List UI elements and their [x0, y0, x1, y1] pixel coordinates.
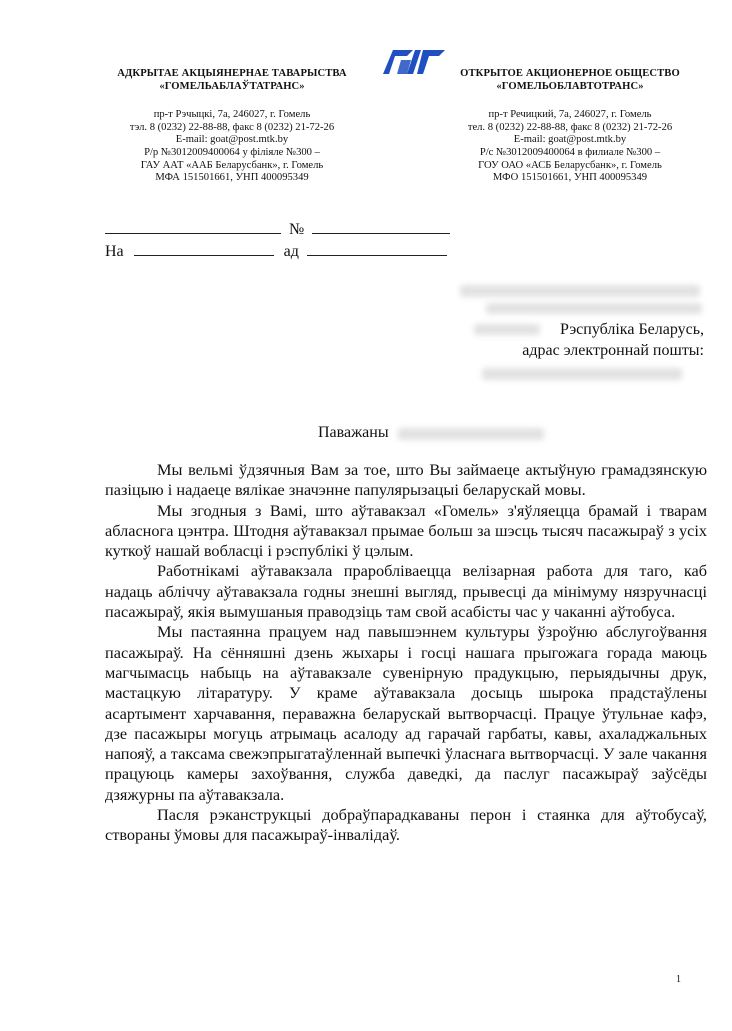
org-address-block	[410, 109, 730, 185]
greeting-text: Паважаны	[318, 424, 389, 441]
from-blank	[307, 240, 447, 256]
address-line: ГОУ ОАО «АСБ Беларусбанк», г. Гомель	[478, 159, 662, 171]
page-number: 1	[676, 974, 681, 985]
address-line: пр-т Речицкий, 7а, 246027, г. Гомель	[488, 109, 652, 121]
body-paragraph: Мы вельмі ўдзячныя Вам за тое, што Вы займаеце актыўную грамадзянскую пазіцыю і надаеце вялікае значэнне папулярызацыі беларускай мовы.	[105, 460, 707, 500]
redacted-text	[398, 428, 544, 440]
address-line: тэл. 8 (0232) 22-88-88, факс 8 (0232) 21-72-26	[129, 121, 335, 133]
letterhead-right	[410, 68, 730, 185]
org-name-line1: АДКРЫТАЕ АКЦЫЯНЕРНАЕ ТАВАРЫСТВА	[117, 68, 347, 79]
address-line: E-mail: goat@post.mtk.by	[175, 134, 289, 146]
from-label: ад	[283, 243, 299, 260]
address-line: Р/с №3012009400064 в филиале №300 –	[479, 146, 661, 158]
address-line: ГАУ ААТ «ААБ Беларусбанк», г. Гомель	[140, 159, 324, 171]
address-line: Р/р №3012009400064 у філіяле №300 –	[144, 146, 320, 158]
letter-body	[105, 460, 707, 846]
address-line: МФА 151501661, УНП 400095349	[155, 172, 309, 184]
addressee-email-label: адрас электроннай пошты:	[522, 342, 704, 359]
address-line: тел. 8 (0232) 22-88-88, факс 8 (0232) 21-72-26	[467, 121, 673, 133]
body-paragraph: Мы пастаянна працуем над павышэннем культуры ўзроўню абслугоўвання пасажыраў. На сённяшні дзень жыхары і госці нашага прыгожага горада маюць магчымасць набыць на аўтавакзале сувенірную прадукцыю, перыядычны друк, мастацкую літаратуру. У краме аўтавакзала досыць шырока прадстаўлены асартымент харчавання, пераважна беларускай вытворчасці. Працуе ўтульнае кафэ, дзе пасажыры могуць атрымаць асалоду ад гарачай гарбаты, кавы, ахаладжальных напояў, а таксама свежэпрыгатаўленнай выпечкі ўласнага вытворчасці. У зале чакання працуюць камеры захоўвання, служба даведкі, да паслуг пасажыраў заўсёды дзяжурны па аўтавакзала.	[105, 622, 707, 804]
redacted-text	[460, 285, 700, 297]
body-paragraph: Работнікамі аўтавакзала праробліваецца велізарная работа для таго, каб надаць абліччу аўтавакзала годны знешні выгляд, прывесці да мінімуму нязручнасці пасажыраў, якія вымушаныя праводзіць там свой асабісты час у чаканні аўтобуса.	[105, 561, 707, 622]
body-paragraph: Мы згодныя з Вамі, што аўтавакзал «Гомель» з'яўляецца брамай і тварам абласнога цэнтра. Штодня аўтавакзал прымае больш за шэсць тысяч пасажыраў з усіх куткоў нашай вобласці і рэспублікі ў цэлым.	[105, 500, 707, 561]
address-line: пр-т Рэчыцкі, 7а, 246027, г. Гомель	[153, 109, 311, 121]
incoming-reference-line	[105, 240, 447, 261]
on-label: На	[105, 243, 124, 260]
address-line: E-mail: goat@post.mtk.by	[513, 134, 627, 146]
addressee-country: Рэспубліка Беларусь,	[560, 321, 704, 338]
body-paragraph: Пасля рэканструкцыі добраўпарадкаваны перон і стаянка для аўтобусаў, створаны ўмовы для пасажыраў-інвалідаў.	[105, 805, 707, 845]
redacted-text	[486, 303, 702, 314]
date-blank	[105, 218, 281, 234]
redacted-text	[482, 368, 682, 380]
greeting	[318, 424, 389, 442]
number-blank	[312, 218, 450, 234]
letterhead-left	[72, 68, 392, 185]
org-name-line2: «ГОМЕЛЬОБЛАВТОТРАНС»	[496, 80, 644, 92]
number-sign: №	[289, 221, 305, 238]
on-blank	[134, 240, 274, 256]
org-address-block	[72, 109, 392, 185]
redacted-text	[474, 324, 540, 335]
address-line: МФО 151501661, УНП 400095349	[492, 172, 648, 184]
org-name-line1: ОТКРЫТОЕ АКЦИОНЕРНОЕ ОБЩЕСТВО	[460, 68, 680, 79]
org-name-line2: «ГОМЕЛЬАБЛАЎТАТРАНС»	[159, 80, 305, 92]
outgoing-number-line	[105, 218, 450, 239]
